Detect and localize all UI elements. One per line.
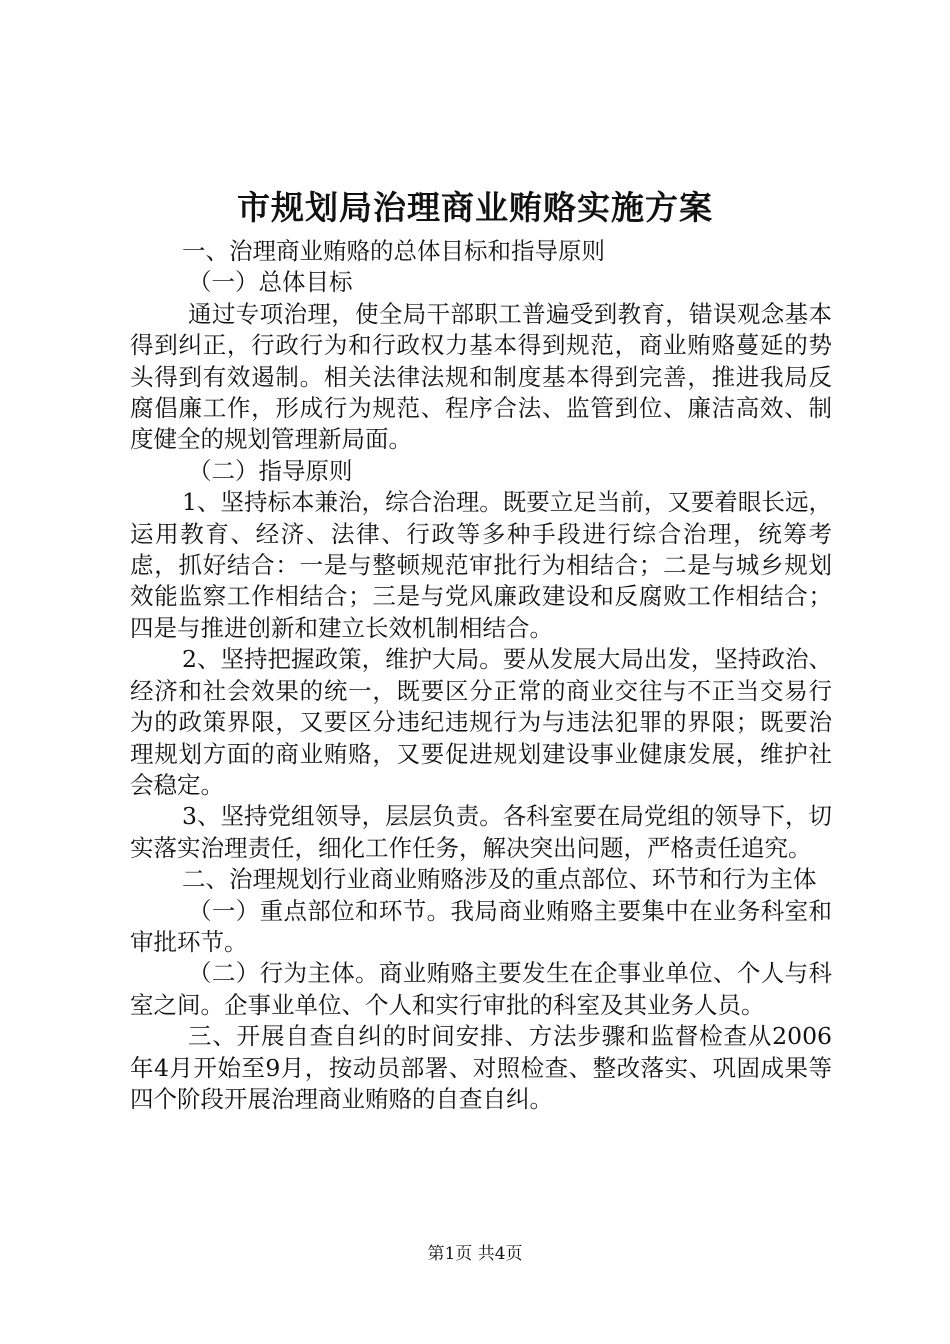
paragraph-actors: （二）行为主体。商业贿赂主要发生在企事业单位、个人与科室之间。企事业单位、个人和实行审批的科室及其业务人员。 [130, 959, 832, 1019]
paragraph-principle-2: 2、坚持把握政策，维护大局。要从发展大局出发，坚持政治、经济和社会效果的统一，既要区分正常的商业交往与不正当交易行为的政策界限，又要区分违纪违规行为与违法犯罪的界限；既要治理规划方面的商业贿赂，又要促进规划建设事业健康发展，维护社会稳定。 [130, 645, 832, 799]
subsection-heading-overall-goal: （一）总体目标 [188, 268, 353, 297]
paragraph-key-areas: （一）重点部位和环节。我局商业贿赂主要集中在业务科室和审批环节。 [130, 896, 832, 956]
paragraph-principle-3: 3、坚持党组领导，层层负责。各科室要在局党组的领导下，切实落实治理责任，细化工作任务，解决突出问题，严格责任追究。 [130, 802, 832, 862]
paragraph-overall-goal: 通过专项治理，使全局干部职工普遍受到教育，错误观念基本得到纠正，行政行为和行政权力基本得到规范，商业贿赂蔓延的势头得到有效遏制。相关法律法规和制度基本得到完善，推进我局反腐倡廉工作，形成行为规范、程序合法、监管到位、廉洁高效、制度健全的规划管理新局面。 [130, 299, 832, 454]
page-footer: 第1页 共4页 [427, 1244, 523, 1264]
section-heading-3: 三、开展自查自纠的时间安排、方法步骤和监督检查从2006年4月开始至9月，按动员部署、对照检查、整改落实、巩固成果等四个阶段开展治理商业贿赂的自查自纠。 [130, 1022, 832, 1113]
section-heading-1: 一、治理商业贿赂的总体目标和指导原则 [182, 237, 605, 265]
section-heading-2: 二、治理规划行业商业贿赂涉及的重点部位、环节和行为主体 [182, 865, 817, 894]
subsection-heading-guiding-principles: （二）指导原则 [188, 456, 353, 485]
document-title: 市规划局治理商业贿赂实施方案 [237, 188, 713, 227]
document-body [130, 236, 832, 1115]
paragraph-principle-1: 1、坚持标本兼治，综合治理。既要立足当前，又要着眼长远，运用教育、经济、法律、行政等多种手段进行综合治理，统筹考虑，抓好结合：一是与整顿规范审批行为相结合；二是与城乡规划效能监察工作相结合；三是与党风廉政建设和反腐败工作相结合；四是与推进创新和建立长效机制相结合。 [130, 488, 832, 642]
